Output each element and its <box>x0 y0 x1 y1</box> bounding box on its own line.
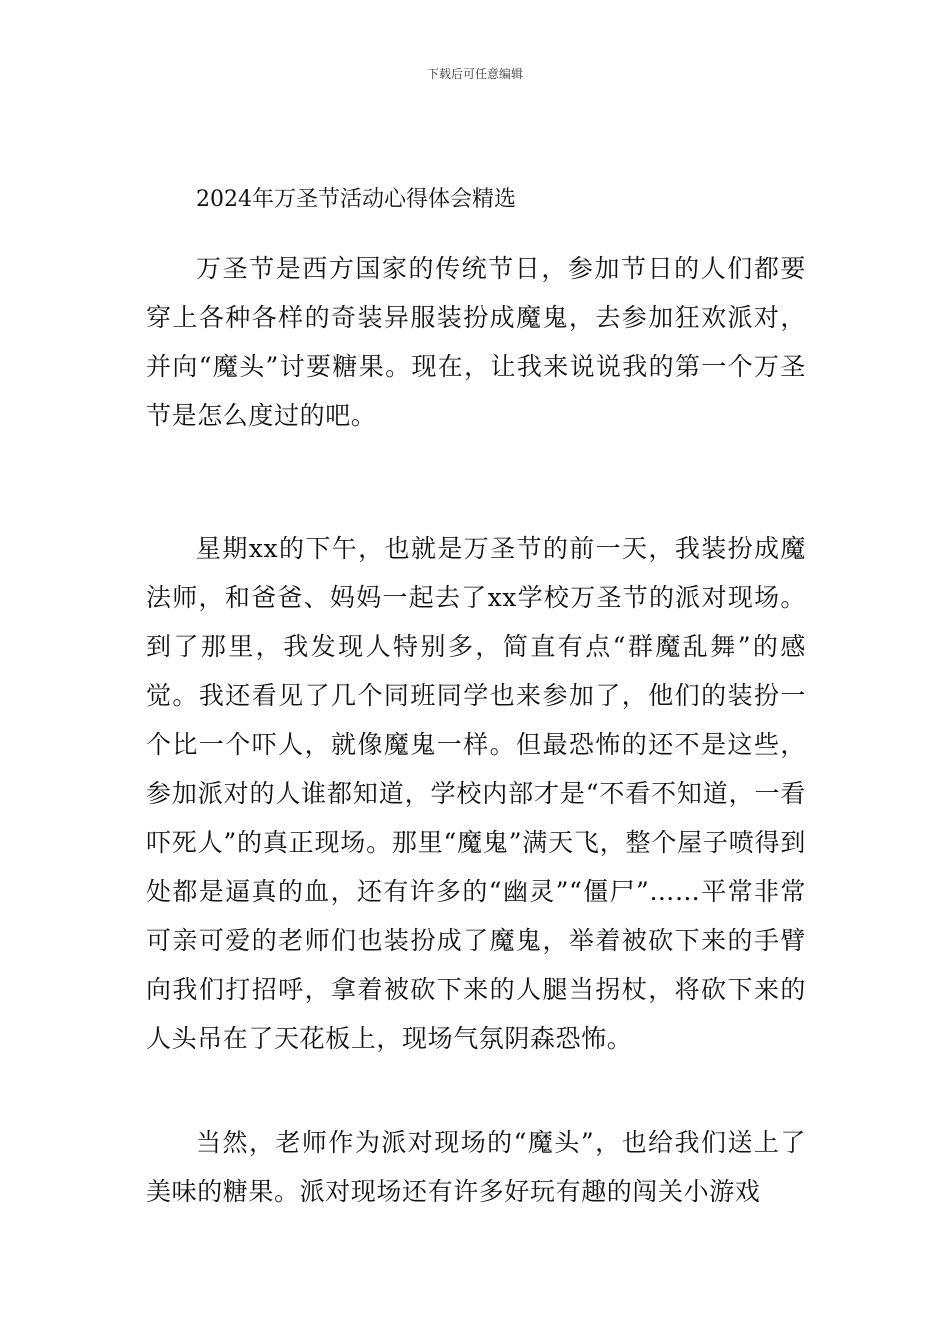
document-title: 2024年万圣节活动心得体会精选 <box>196 187 516 212</box>
paragraph-2: 星期xx的下午，也就是万圣节的前一天，我装扮成魔法师，和爸爸、妈妈一起去了xx学校万圣节的派对现场。到了那里，我发现人特别多，简直有点“群魔乱舞”的感觉。我还看见了几个同班同学也来参加了，他们的装扮一个比一个吓人，就像魔鬼一样。但最恐怖的还不是这些，参加派对的人谁都知道，学校内部才是“不看不知道，一看吓死人”的真正现场。那里“魔鬼”满天飞，整个屋子喷得到处都是逼真的血，还有许多的“幽灵”“僵尸”……平常非常可亲可爱的老师们也装扮成了魔鬼，举着被砍下来的手臂向我们打招呼，拿着被砍下来的人腿当拐杖，将砍下来的人头吊在了天花板上，现场气氛阴森恐怖。 <box>146 534 806 1053</box>
paragraph-1: 万圣节是西方国家的传统节日，参加节日的人们都要穿上各种各样的奇装异服装扮成魔鬼，去参加狂欢派对，并向“魔头”讨要糖果。现在，让我来说说我的第一个万圣节是怎么度过的吧。 <box>146 254 806 430</box>
paragraph-3: 当然，老师作为派对现场的“魔头”，也给我们送上了美味的糖果。派对现场还有许多好玩有趣的闯关小游戏 <box>146 1128 806 1206</box>
header-note: 下载后可任意编辑 <box>426 67 523 81</box>
